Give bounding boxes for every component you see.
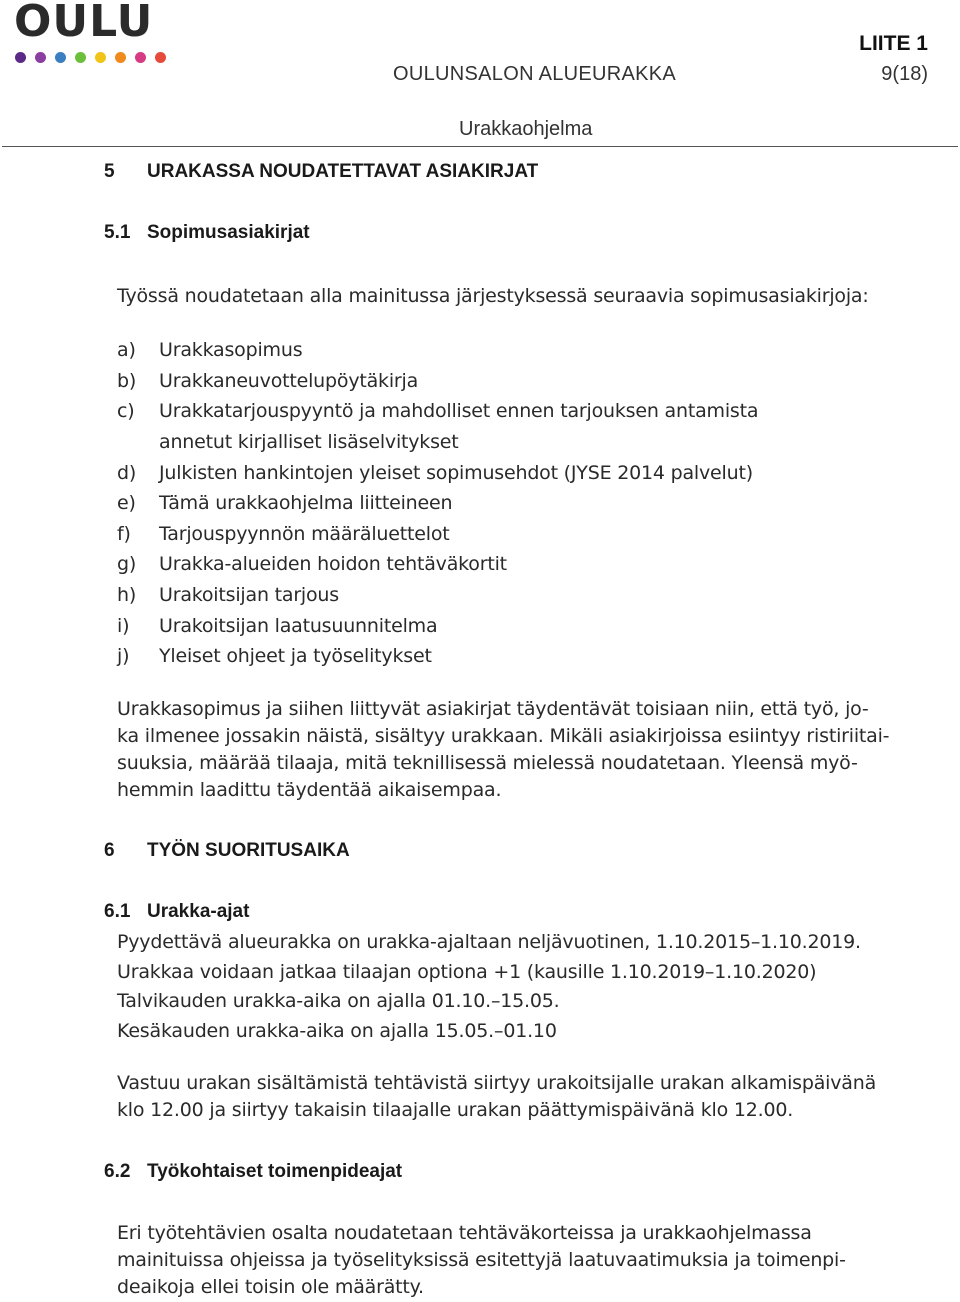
list-item	[117, 610, 758, 641]
logo-dot	[115, 52, 126, 63]
list-text: Urakoitsijan laatusuunnitelma	[159, 614, 438, 637]
section-title: TYÖN SUORITUSAIKA	[147, 840, 350, 861]
list-item	[117, 549, 758, 580]
logo-dots	[15, 52, 166, 63]
list-text: Urakkatarjouspyyntö ja mahdolliset ennen tarjouksen antamista	[159, 400, 759, 423]
list-marker: d)	[117, 461, 137, 484]
contract-period-lines	[117, 928, 861, 1046]
paragraph-line: Urakkasopimus ja siihen liittyvät asiakirjat täydentävät toisiaan niin, että työ, jo-	[117, 698, 869, 720]
page-number: 9(18)	[881, 63, 928, 85]
list-marker: c)	[117, 400, 135, 423]
list-text: Tarjouspyynnön määräluettelot	[159, 522, 450, 545]
section-number: 6.2	[104, 1161, 131, 1182]
list-text: Urakkasopimus	[159, 339, 303, 362]
list-item	[117, 641, 758, 672]
paragraph-line: ka ilmenee jossakin näistä, sisältyy urakkaan. Mikäli asiakirjoissa esiintyy ristiriitai-	[117, 725, 890, 747]
paragraph-line: suuksia, määrää tilaaja, mitä teknillisessä mielessä noudatetaan. Yleensä myö-	[117, 752, 858, 774]
section-title: Sopimusasiakirjat	[147, 222, 310, 243]
list-text: Julkisten hankintojen yleiset sopimusehdot (JYSE 2014 palvelut)	[159, 461, 753, 484]
document-title: Urakkaohjelma	[459, 118, 593, 140]
paragraph-line: deaikoja ellei toisin ole määrätty.	[117, 1276, 424, 1298]
list-item-continuation	[117, 427, 758, 458]
section-number: 5.1	[104, 222, 131, 243]
section-6-2-paragraph	[117, 1220, 846, 1301]
section-6-2-heading	[104, 1161, 402, 1183]
list-item	[117, 457, 758, 488]
company-name: OULUNSALON ALUEURAKKA	[393, 63, 677, 85]
logo-dot	[95, 52, 106, 63]
list-marker: e)	[117, 492, 136, 515]
list-marker: j)	[117, 645, 130, 668]
logo-dot	[55, 52, 66, 63]
list-marker: i)	[117, 614, 130, 637]
section-title: Urakka-ajat	[147, 901, 250, 922]
contract-document-list	[117, 335, 758, 672]
period-line: Pyydettävä alueurakka on urakka-ajaltaan neljävuotinen, 1.10.2015–1.10.2019.	[117, 931, 861, 953]
section-6-heading	[104, 840, 350, 862]
period-line: Kesäkauden urakka-aika on ajalla 15.05.–01.10	[117, 1019, 557, 1042]
paragraph-line: mainituissa ohjeissa ja työselityksissä esitettyjä laatuvaatimuksia ja toimenpi-	[117, 1249, 846, 1271]
list-item	[117, 335, 758, 366]
section-6-1-heading	[104, 901, 249, 923]
list-item	[117, 488, 758, 519]
period-line: Urakkaa voidaan jatkaa tilaajan optiona +1 (kausille 1.10.2019–1.10.2020)	[117, 960, 817, 983]
annex-label: LIITE 1	[859, 32, 928, 55]
list-text: Tämä urakkaohjelma liitteineen	[159, 492, 453, 515]
oulu-logo	[14, 0, 166, 63]
section-title: URAKASSA NOUDATETTAVAT ASIAKIRJAT	[147, 161, 539, 182]
logo-dot	[35, 52, 46, 63]
section-title: Työkohtaiset toimenpideajat	[147, 1161, 403, 1182]
list-item	[117, 396, 758, 427]
list-text: Urakkaneuvottelupöytäkirja	[159, 369, 419, 392]
logo-dot	[75, 52, 86, 63]
logo-text: OULU	[14, 0, 154, 47]
list-marker: b)	[117, 369, 137, 392]
period-line: Talvikauden urakka-aika on ajalla 01.10.–15.05.	[117, 990, 560, 1012]
header-divider	[2, 146, 958, 147]
list-marker: a)	[117, 339, 136, 362]
logo-dot	[155, 52, 166, 63]
list-marker: g)	[117, 553, 137, 576]
list-item	[117, 366, 758, 397]
section-number: 5	[104, 161, 115, 182]
section-5-heading	[104, 161, 538, 183]
logo-dot	[15, 52, 26, 63]
paragraph-line: klo 12.00 ja siirtyy takaisin tilaajalle urakan päättymispäivänä klo 12.00.	[117, 1099, 794, 1121]
list-marker: f)	[117, 522, 131, 545]
paragraph-line: Eri työtehtävien osalta noudatetaan tehtäväkorteissa ja urakkaohjelmassa	[117, 1222, 812, 1244]
section-5-1-paragraph	[117, 696, 889, 804]
section-5-1-intro: Työssä noudatetaan alla mainitussa järjestyksessä seuraavia sopimusasiakirjoja:	[117, 285, 869, 307]
list-text: Urakoitsijan tarjous	[159, 584, 339, 607]
list-item	[117, 580, 758, 611]
section-5-1-heading	[104, 222, 310, 244]
list-text: Yleiset ohjeet ja työselitykset	[159, 645, 432, 668]
paragraph-line: hemmin laadittu täydentää aikaisempaa.	[117, 779, 502, 801]
list-item	[117, 519, 758, 550]
list-text: Urakka-alueiden hoidon tehtäväkortit	[159, 553, 507, 576]
section-6-1-paragraph	[117, 1070, 876, 1124]
list-marker: h)	[117, 584, 137, 607]
section-number: 6	[104, 840, 115, 861]
logo-dot	[135, 52, 146, 63]
list-text: annetut kirjalliset lisäselvitykset	[159, 431, 459, 454]
section-number: 6.1	[104, 901, 131, 922]
paragraph-line: Vastuu urakan sisältämistä tehtävistä siirtyy urakoitsijalle urakan alkamispäivänä	[117, 1072, 877, 1094]
